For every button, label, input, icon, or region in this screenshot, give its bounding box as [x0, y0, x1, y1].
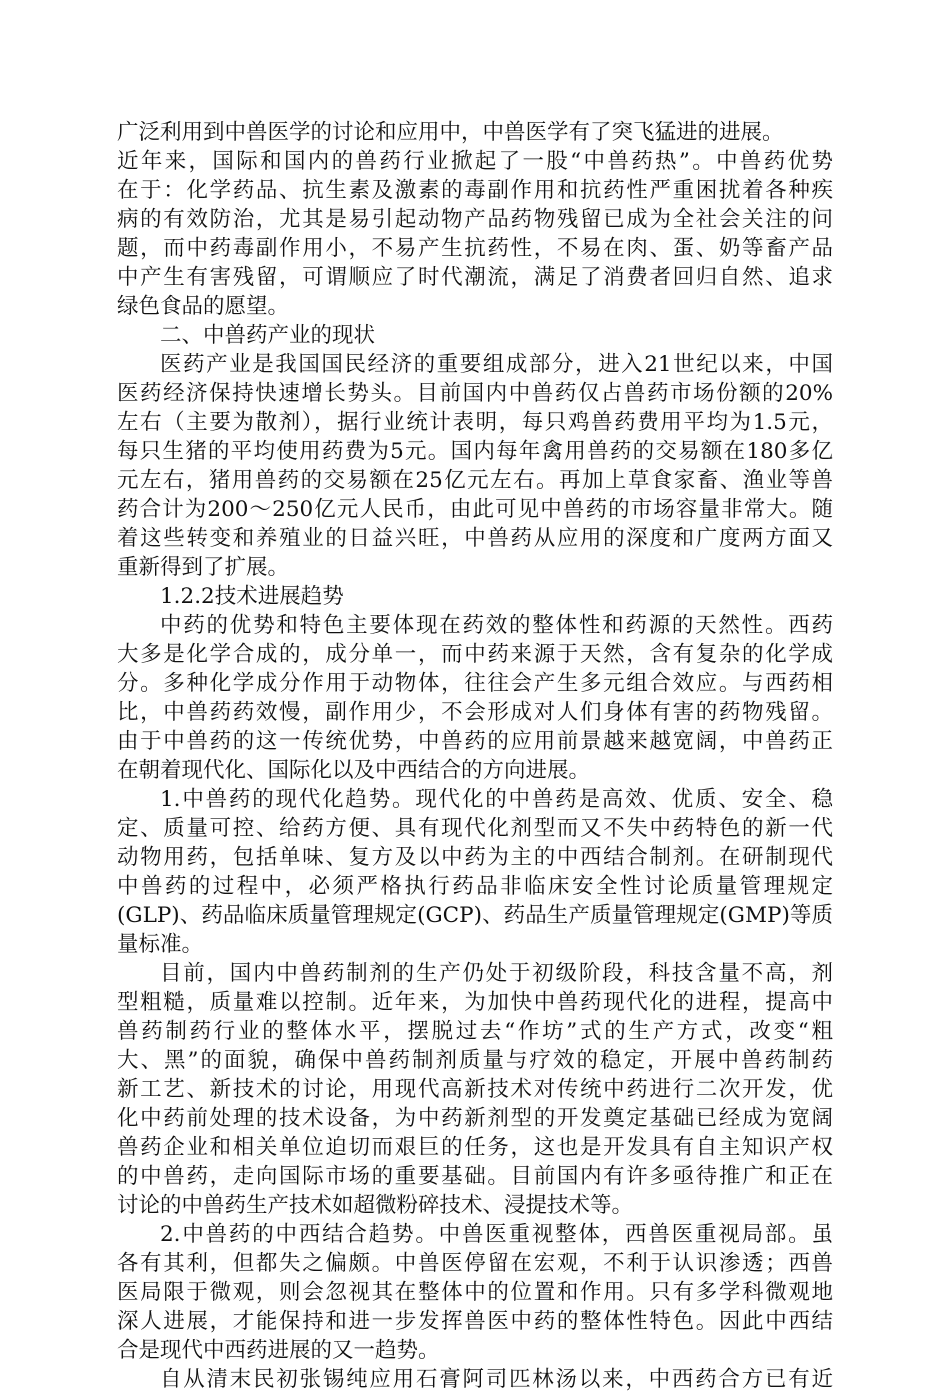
text-line: 新工艺、新技术的讨论，用现代高新技术对传统中药进行二次开发，优: [117, 1077, 833, 1102]
text-line: 在朝着现代化、国际化以及中西结合的方向进展。: [117, 758, 591, 783]
text-line: 病的有效防治，尤其是易引起动物产品药物残留已成为全社会关注的问: [117, 207, 833, 232]
text-line: 每只生猪的平均使用药费为5元。国内每年禽用兽药的交易额在180多亿: [117, 439, 833, 464]
text-line: 题，而中药毒副作用小，不易产生抗药性，不易在肉、蛋、奶等畜产品: [117, 236, 833, 261]
text-line: 大、黑”的面貌，确保中兽药制剂质量与疗效的稳定，开展中兽药制药: [117, 1048, 833, 1073]
text-line: 型粗糙，质量难以控制。近年来，为加快中兽药现代化的进程，提高中: [117, 990, 833, 1015]
text-line: (GLP)、药品临床质量管理规定(GCP)、药品生产质量管理规定(GMP)等质: [117, 903, 833, 928]
text-line: 中药的优势和特色主要体现在药效的整体性和药源的天然性。西药: [160, 613, 833, 638]
document-page: [117, 118, 833, 1394]
text-line: 大多是化学合成的，成分单一，而中药来源于天然，含有复杂的化学成: [117, 642, 833, 667]
text-line: 合是现代中西药进展的又一趋势。: [117, 1338, 440, 1363]
text-line: 近年来，国际和国内的兽药行业掀起了一股“中兽药热”。中兽药优势: [117, 149, 833, 174]
text-line: 中产生有害残留，可谓顺应了时代潮流，满足了消费者回归自然、追求: [117, 265, 833, 290]
text-line: 量标准。: [117, 932, 204, 957]
text-line: 药合计为200～250亿元人民币，由此可见中兽药的市场容量非常大。随: [117, 497, 833, 522]
text-line: 绿色食品的愿望。: [117, 294, 290, 319]
text-line: 医药产业是我国国民经济的重要组成部分，进入21世纪以来，中国: [160, 352, 833, 377]
text-line: 动物用药，包括单味、复方及以中药为主的中西结合制剂。在研制现代: [117, 845, 833, 870]
text-line: 广泛利用到中兽医学的讨论和应用中，中兽医学有了突飞猛进的进展。: [117, 120, 784, 145]
text-line: 各有其利，但都失之偏颇。中兽医停留在宏观，不利于认识渗透；西兽: [117, 1251, 833, 1276]
text-line: 中兽药的过程中，必须严格执行药品非临床安全性讨论质量管理规定: [117, 874, 833, 899]
text-line: 的中兽药，走向国际市场的重要基础。目前国内有许多亟待推广和正在: [117, 1164, 833, 1189]
text-line: 1.2.2技术进展趋势: [160, 584, 344, 609]
text-line: 医局限于微观，则会忽视其在整体中的位置和作用。只有多学科微观地: [117, 1280, 833, 1305]
text-line: 由于中兽药的这一传统优势，中兽药的应用前景越来越宽阔，中兽药正: [117, 729, 833, 754]
text-line: 在于：化学药品、抗生素及激素的毒副作用和抗药性严重困扰着各种疾: [117, 178, 833, 203]
text-line: 2.中兽药的中西结合趋势。中兽医重视整体，西兽医重视局部。虽: [160, 1222, 833, 1247]
text-line: 兽药企业和相关单位迫切而艰巨的任务，这也是开发具有自主知识产权: [117, 1135, 833, 1160]
text-line: 自从清末民初张锡纯应用石膏阿司匹林汤以来，中西药合方已有近: [160, 1367, 833, 1392]
text-line: 医药经济保持快速增长势头。目前国内中兽药仅占兽药市场份额的20%: [117, 381, 833, 406]
text-line: 左右（主要为散剂），据行业统计表明，每只鸡兽药费用平均为1.5元，: [117, 410, 833, 435]
text-line: 元左右，猪用兽药的交易额在25亿元左右。再加上草食家畜、渔业等兽: [117, 468, 833, 493]
text-line: 分。多种化学成分作用于动物体，往往会产生多元组合效应。与西药相: [117, 671, 833, 696]
text-line: 重新得到了扩展。: [117, 555, 290, 580]
text-line: 比，中兽药药效慢，副作用少，不会形成对人们身体有害的药物残留。: [117, 700, 833, 725]
text-line: 目前，国内中兽药制剂的生产仍处于初级阶段，科技含量不高，剂: [160, 961, 833, 986]
text-line: 二、中兽药产业的现状: [160, 323, 376, 348]
text-line: 着这些转变和养殖业的日益兴旺，中兽药从应用的深度和广度两方面又: [117, 526, 833, 551]
text-line: 1.中兽药的现代化趋势。现代化的中兽药是高效、优质、安全、稳: [160, 787, 833, 812]
text-line: 深人进展，才能保持和进一步发挥兽医中药的整体性特色。因此中西结: [117, 1309, 833, 1334]
text-line: 化中药前处理的技术设备，为中药新剂型的开发奠定基础已经成为宽阔: [117, 1106, 833, 1131]
text-line: 兽药制药行业的整体水平，摆脱过去“作坊”式的生产方式，改变“粗: [117, 1019, 833, 1044]
text-line: 讨论的中兽药生产技术如超微粉碎技术、浸提技术等。: [117, 1193, 634, 1218]
text-line: 定、质量可控、给药方便、具有现代化剂型而又不失中药特色的新一代: [117, 816, 833, 841]
